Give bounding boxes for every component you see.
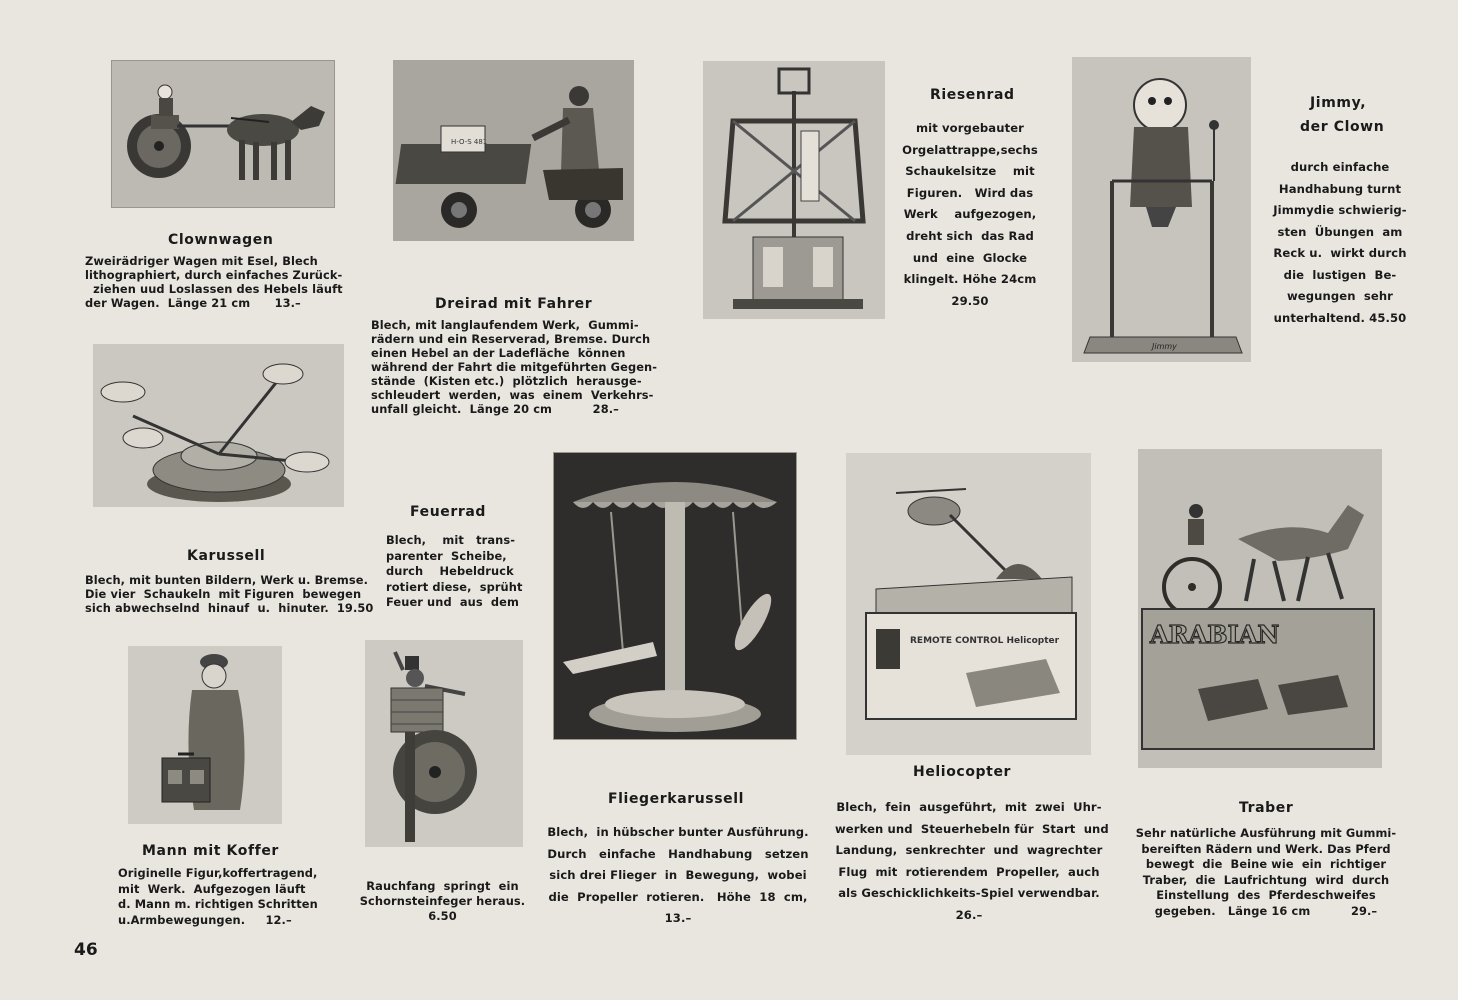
riesenrad-description: mit vorgebauter Orgelattrappe,sechs Schaukelsitze mit Figuren. Wird das Werk aufgezogen, dreht sich das Rad und eine Glocke klingelt. Höhe 24cm 29.50	[902, 121, 1038, 308]
riesenrad-photo	[703, 61, 885, 319]
fliegerkarussell-photo	[553, 452, 797, 740]
heliocopter-title: Heliocopter	[913, 764, 1012, 780]
fliegerkarussell-description: Blech, in hübscher bunter Ausführung. Durch einfache Handhabung setzen sich drei Flieger in Bewegung, wobei die Propeller rotieren. Höhe 18 cm, 13.–	[547, 825, 809, 925]
karussell-description: Blech, mit bunten Bildern, Werk u. Bremse. Die vier Schaukeln mit Figuren bewegen sich abwechselnd hinauf u. hinuter. 19.50	[85, 573, 374, 615]
page-number: 46	[74, 940, 98, 960]
rauchfang-photo	[365, 640, 523, 847]
traber-description: Sehr natürliche Ausführung mit Gummi- bereiften Rädern und Werk. Das Pferd bewegt die Beine wie ein richtiger Traber, die Laufrichtung wird durch Einstellung des Pferdeschweifes gegeben. Länge 16 cm 29.–	[1135, 826, 1397, 918]
karussell-title: Karussell	[187, 548, 266, 564]
heliocopter-description: Blech, fein ausgeführt, mit zwei Uhr- werken und Steuerhebeln für Start und Landung, senkrechter und wagrechter Flug mit rotierendem Propeller, auch als Geschicklichkeits-Spiel verwendbar. 26.–	[835, 800, 1109, 922]
mann-title: Mann mit Koffer	[142, 843, 279, 859]
jimmy-description: durch einfache Handhabung turnt Jimmydie schwierig- sten Übungen am Reck u. wirkt durch die lustigen Be- wegungen sehr unterhaltend. 45.50	[1273, 160, 1407, 325]
jimmy-base-label: Jimmy	[1152, 342, 1177, 351]
helicopter-box-label: REMOTE CONTROL Helicopter	[910, 636, 1060, 646]
riesenrad-title: Riesenrad	[930, 87, 1015, 103]
mann-description: Originelle Figur,koffertragend, mit Werk. Aufgezogen läuft d. Mann m. richtigen Schritten u.Armbewegungen. 12.–	[118, 866, 318, 927]
traber-box-label: ARABIAN	[1150, 620, 1280, 649]
clownwagen-photo	[111, 60, 335, 208]
jimmy-photo	[1072, 57, 1251, 362]
clownwagen-description: Zweirädriger Wagen mit Esel, Blech lithographiert, durch einfaches Zurück- ziehen uud Loslassen des Hebels läuft der Wagen. Länge 21 cm 13.–	[85, 254, 343, 310]
jimmy-title-line1: Jimmy,	[1310, 95, 1367, 111]
feuerrad-title: Feuerrad	[410, 504, 487, 520]
jimmy-title-line2: der Clown	[1300, 119, 1385, 135]
traber-photo	[1138, 449, 1382, 768]
fliegerkarussell-title: Fliegerkarussell	[608, 791, 745, 807]
mann-photo	[128, 646, 282, 824]
clownwagen-title: Clownwagen	[168, 232, 274, 248]
dreirad-description: Blech, mit langlaufendem Werk, Gummi- rädern und ein Reserverad, Bremse. Durch einen Hebel an der Ladefläche können während der Fahrt die mitgeführten Gegen- stände (Kisten etc.) plötzlich herausge- schleudert werden, was einem Verkehrs- unfall gleicht. Länge 20 cm 28.–	[371, 318, 658, 416]
feuerrad-description: Blech, mit trans- parenter Scheibe, durch Hebeldruck rotiert diese, sprüht Feuer und aus dem	[386, 533, 523, 609]
traber-title: Traber	[1239, 800, 1294, 816]
karussell-photo	[93, 344, 344, 507]
dreirad-photo	[393, 60, 634, 241]
heliocopter-photo	[846, 453, 1091, 755]
crate-label: H-O-S 481	[451, 138, 488, 146]
dreirad-title: Dreirad mit Fahrer	[435, 296, 593, 312]
rauchfang-description: Rauchfang springt ein Schornsteinfeger heraus. 6.50	[359, 879, 526, 923]
